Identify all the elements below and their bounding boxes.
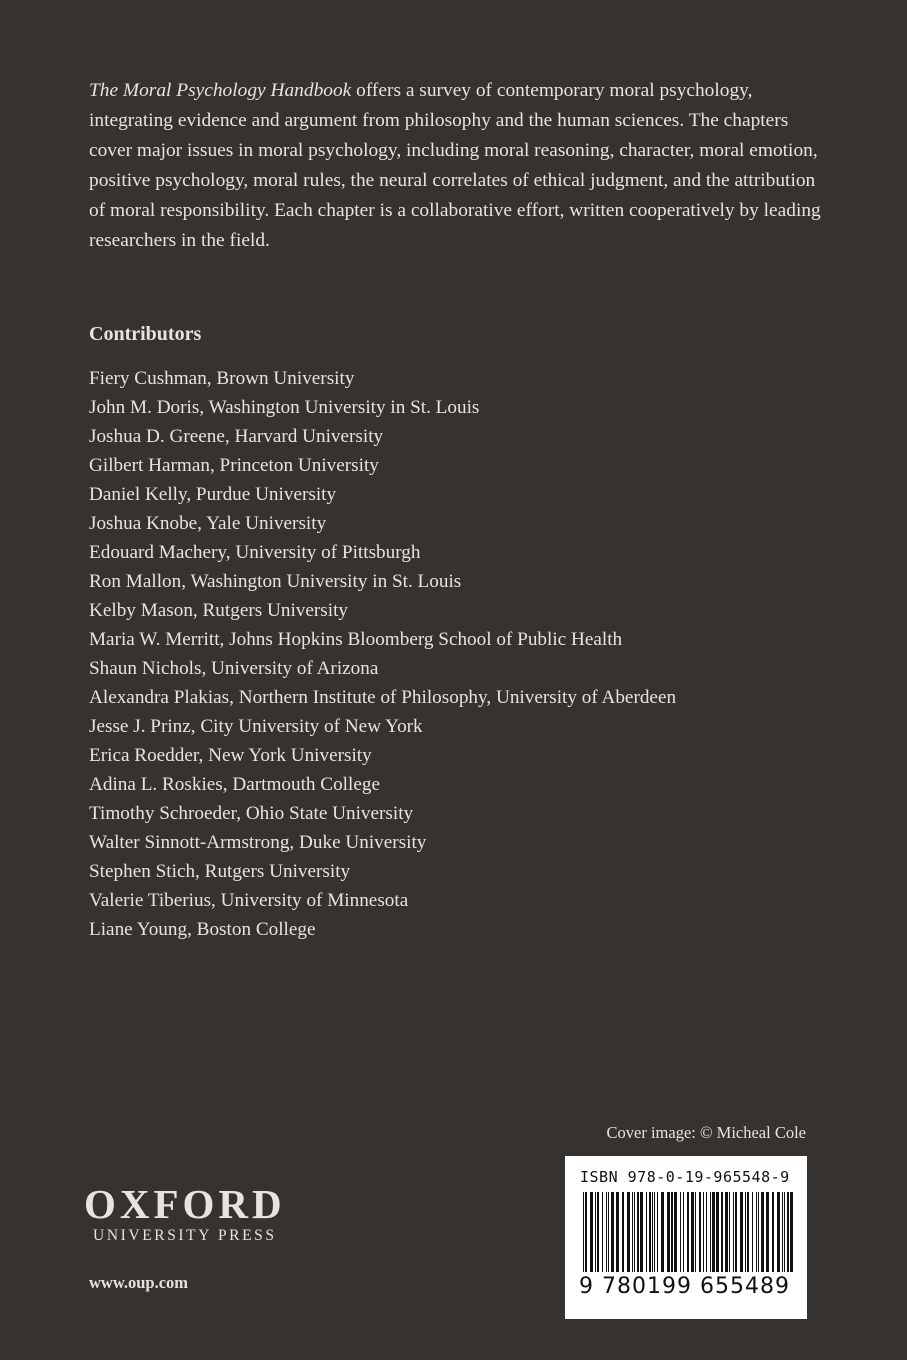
contributor-item: Jesse J. Prinz, City University of New York xyxy=(89,716,423,737)
publisher-subtitle: UNIVERSITY PRESS xyxy=(93,1227,277,1244)
contributor-item: Valerie Tiberius, University of Minnesota xyxy=(89,890,409,911)
contributor-item: Fiery Cushman, Brown University xyxy=(89,368,355,389)
barcode-digits: 9 780199 655489 xyxy=(579,1272,799,1302)
contributors-list xyxy=(89,364,676,944)
contributor-item: Alexandra Plakias, Northern Institute of Philosophy, University of Aberdeen xyxy=(89,687,677,708)
publisher-name: OXFORD xyxy=(84,1181,286,1227)
contributors-heading: Contributors xyxy=(89,323,202,345)
contributor-item: Erica Roedder, New York University xyxy=(89,745,372,766)
contributor-item: Joshua Knobe, Yale University xyxy=(89,513,327,534)
contributor-item: Stephen Stich, Rutgers University xyxy=(89,861,351,882)
contributor-item: John M. Doris, Washington University in St. Louis xyxy=(89,397,480,418)
book-description xyxy=(89,76,824,256)
cover-image-credit: Cover image: © Micheal Cole xyxy=(606,1123,806,1142)
contributor-item: Gilbert Harman, Princeton University xyxy=(89,455,379,476)
isbn-label: ISBN 978-0-19-965548-9 xyxy=(580,1168,790,1186)
contributor-item: Walter Sinnott-Armstrong, Duke University xyxy=(89,832,427,853)
contributor-item: Ron Mallon, Washington University in St. Louis xyxy=(89,571,462,592)
contributor-item: Timothy Schroeder, Ohio State University xyxy=(89,803,414,824)
contributor-item: Edouard Machery, University of Pittsburgh xyxy=(89,542,421,563)
contributor-item: Liane Young, Boston College xyxy=(89,919,316,940)
contributor-item: Daniel Kelly, Purdue University xyxy=(89,484,337,505)
oxford-logo xyxy=(84,1182,286,1246)
description-text: offers a survey of contemporary moral psychology, integrating evidence and argument from philosophy and the human sciences. The chapters cover major issues in moral psychology, including moral reasoning, character, moral emotion, positive psychology, moral rules, the neural correlates of ethical judgment, and the attribution of moral responsibility. Each chapter is a collaborative effort, written cooperatively by leading researchers in the field. xyxy=(89,80,821,251)
isbn-barcode xyxy=(565,1156,807,1319)
contributor-item: Shaun Nichols, University of Arizona xyxy=(89,658,379,679)
book-title: The Moral Psychology Handbook xyxy=(89,80,352,101)
contributor-item: Adina L. Roskies, Dartmouth College xyxy=(89,774,380,795)
contributor-item: Maria W. Merritt, Johns Hopkins Bloomberg School of Public Health xyxy=(89,629,623,650)
contributor-item: Joshua D. Greene, Harvard University xyxy=(89,426,384,447)
contributor-item: Kelby Mason, Rutgers University xyxy=(89,600,349,621)
publisher-website: www.oup.com xyxy=(89,1273,189,1292)
